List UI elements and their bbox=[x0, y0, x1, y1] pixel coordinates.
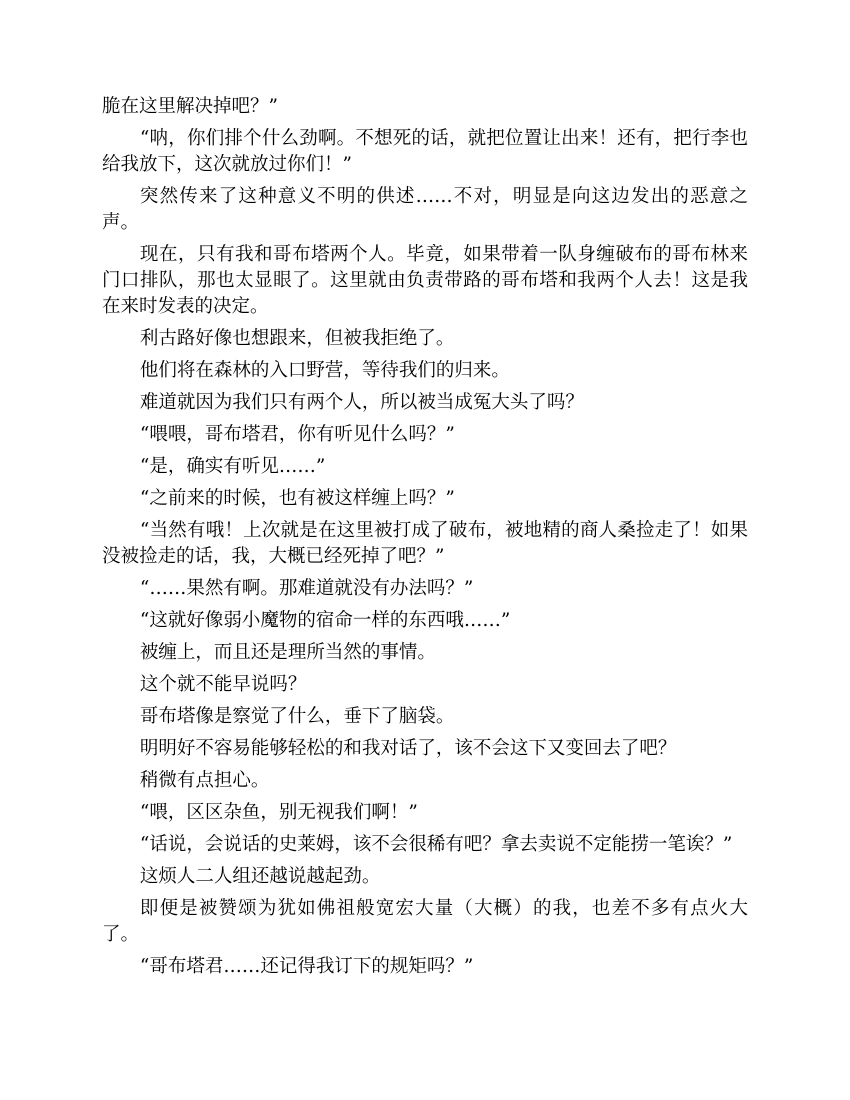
paragraph: “哥布塔君……还记得我订下的规矩吗？” bbox=[139, 956, 474, 977]
paragraph: “这就好像弱小魔物的宿命一样的东西哦……” bbox=[139, 610, 511, 631]
paragraph: 哥布塔像是察觉了什么，垂下了脑袋。 bbox=[139, 706, 455, 727]
paragraph: 明明好不容易能够轻松的和我对话了，该不会这下又变回去了吧？ bbox=[139, 738, 677, 759]
paragraph: “喂，区区杂鱼，别无视我们啊！” bbox=[139, 802, 418, 823]
paragraph: “呐，你们排个什么劲啊。不想死的话，就把位置让出来！还有，把行李也给我放下，这次就放过你们！” bbox=[102, 128, 748, 175]
paragraph: “之前来的时候，也有被这样缠上吗？” bbox=[139, 488, 455, 509]
paragraph: 利古路好像也想跟来，但被我拒绝了。 bbox=[139, 328, 455, 349]
paragraph: “当然有哦！上次就是在这里被打成了破布，被地精的商人桑捡走了！如果没被捡走的话，我，大概已经死掉了吧？” bbox=[102, 520, 748, 567]
paragraph: “话说，会说话的史莱姆，该不会很稀有吧？拿去卖说不定能捞一笔诶？” bbox=[139, 834, 733, 855]
paragraph: 被缠上，而且还是理所当然的事情。 bbox=[139, 642, 436, 663]
paragraph: 突然传来了这种意义不明的供述……不对，明显是向这边发出的恶意之声。 bbox=[102, 186, 748, 233]
paragraph: 难道就因为我们只有两个人，所以被当成冤大头了吗？ bbox=[139, 392, 584, 413]
paragraph: “是，确实有听见……” bbox=[139, 456, 326, 477]
document-page bbox=[102, 94, 748, 986]
paragraph: 稍微有点担心。 bbox=[139, 770, 270, 791]
paragraph: 即便是被赞颂为犹如佛祖般宽宏大量（大概）的我，也差不多有点火大了。 bbox=[102, 898, 748, 945]
paragraph: 现在，只有我和哥布塔两个人。毕竟，如果带着一队身缠破布的哥布林来门口排队，那也太显眼了。这里就由负责带路的哥布塔和我两个人去！这是我在来时发表的决定。 bbox=[102, 244, 748, 317]
paragraph: 这烦人二人组还越说越起劲。 bbox=[139, 866, 381, 887]
paragraph: 这个就不能早说吗？ bbox=[139, 674, 307, 695]
paragraph: “喂喂，哥布塔君，你有听见什么吗？” bbox=[139, 424, 455, 445]
paragraph: 他们将在森林的入口野营，等待我们的归来。 bbox=[139, 360, 510, 381]
paragraph: 脆在这里解决掉吧？” bbox=[102, 96, 278, 117]
paragraph: “……果然有啊。那难道就没有办法吗？” bbox=[139, 578, 474, 599]
